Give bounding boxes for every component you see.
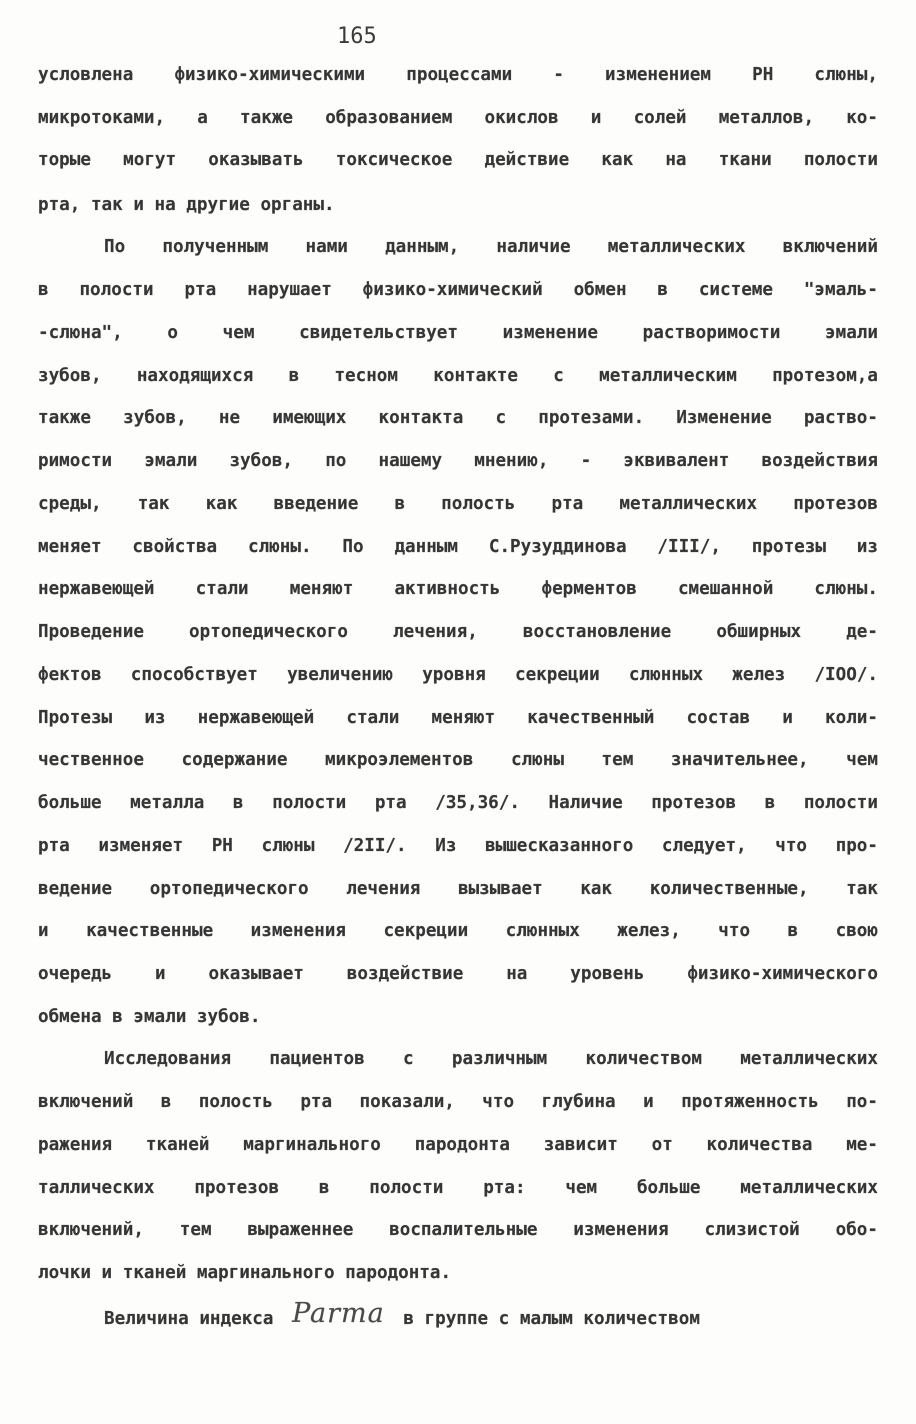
- text-line: нержавеющей стали меняют активность ферментов смешанной слюны.: [38, 579, 878, 599]
- text-line: больше металла в полости рта /35,36/. Наличие протезов в полости: [38, 793, 878, 813]
- text-line: лочки и тканей маргинального пародонта.: [38, 1263, 452, 1283]
- text-line: в полости рта нарушает физико-химический обмен в системе "эмаль-: [38, 280, 878, 300]
- text-line: Исследования пациентов с различным количеством металлических: [104, 1049, 878, 1069]
- text-line: Протезы из нержавеющей стали меняют качественный состав и коли-: [38, 708, 878, 728]
- text-line: торые могут оказывать токсическое действие как на ткани полости: [38, 150, 878, 170]
- text-line: ведение ортопедического лечения вызывает как количественные, так: [38, 879, 878, 899]
- text-line: римости эмали зубов, по нашему мнению, - эквивалент воздействия: [38, 451, 878, 471]
- page-number: 165: [337, 24, 377, 49]
- text-line: обмена в эмали зубов.: [38, 1007, 261, 1027]
- text-line: очередь и оказывает воздействие на уровень физико-химического: [38, 964, 878, 984]
- text-line: -слюна", о чем свидетельствует изменение растворимости эмали: [38, 323, 878, 343]
- text-line: ражения тканей маргинального пародонта зависит от количества ме-: [38, 1135, 878, 1155]
- text-line: По полученным нами данным, наличие металлических включений: [104, 237, 878, 257]
- final-line-before: Величина индекса: [104, 1309, 274, 1329]
- text-line-final: [104, 1298, 878, 1331]
- text-line: включений, тем выраженнее воспалительные изменения слизистой обо-: [38, 1220, 878, 1240]
- text-line: условлена физико-химическими процессами - изменением РН слюны,: [38, 65, 878, 85]
- text-line: рта изменяет РН слюны /2II/. Из вышесказанного следует, что про-: [38, 836, 878, 856]
- text-line: меняет свойства слюны. По данным С.Рузуддинова /III/, протезы из: [38, 537, 878, 557]
- text-line: чественное содержание микроэлементов слюны тем значительнее, чем: [38, 750, 878, 770]
- text-line: микротоками, а также образованием окислов и солей металлов, ко-: [38, 108, 878, 128]
- text-line: включений в полость рта показали, что глубина и протяженность по-: [38, 1092, 878, 1112]
- text-line: Проведение ортопедического лечения, восстановление обширных де-: [38, 622, 878, 642]
- text-line: и качественные изменения секреции слюнных желез, что в свою: [38, 921, 878, 941]
- text-line: среды, так как введение в полость рта металлических протезов: [38, 494, 878, 514]
- text-line: зубов, находящихся в тесном контакте с металлическим протезом,а: [38, 366, 878, 386]
- text-line: рта, так и на другие органы.: [38, 195, 335, 215]
- handwritten-index-name: Parma: [292, 1298, 385, 1329]
- final-line-after: в группе с малым количеством: [403, 1309, 700, 1329]
- text-line: фектов способствует увеличению уровня секреции слюнных желез /IОО/.: [38, 665, 878, 685]
- text-line: также зубов, не имеющих контакта с протезами. Изменение раство-: [38, 408, 878, 428]
- text-line: таллических протезов в полости рта: чем больше металлических: [38, 1178, 878, 1198]
